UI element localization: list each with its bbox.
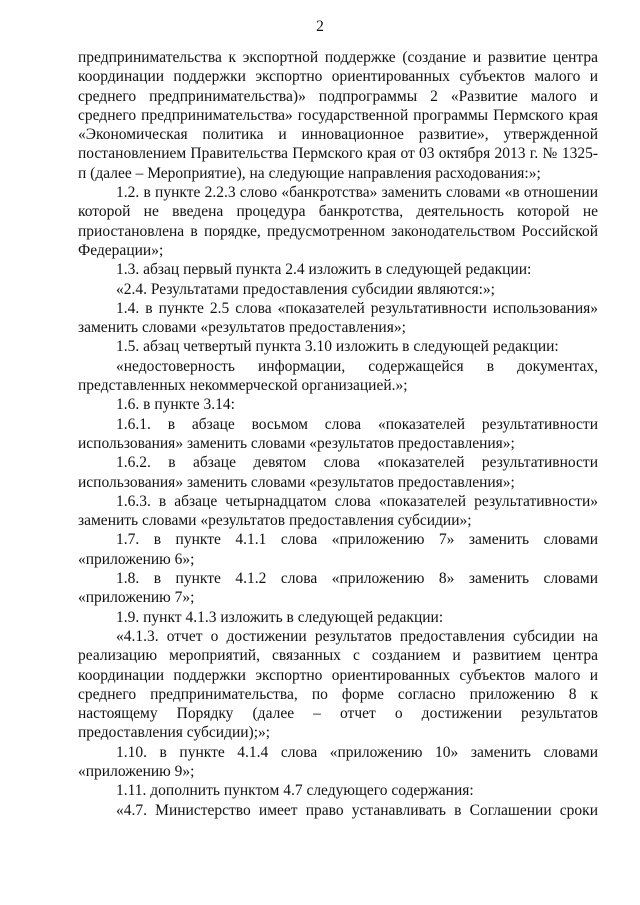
paragraph-quote-4-7: «4.7. Министерство имеет право устанавливать в Соглашении сроки xyxy=(116,801,598,819)
paragraph-1-3: 1.3. абзац первый пункта 2.4 изложить в следующей редакции: xyxy=(116,261,532,279)
paragraph-1-2: 1.2. в пункте 2.2.3 слово «банкротства» заменить словами «в отношении которой не введена процедура банкротства, деятельность которой не приостановлена в порядке, предусмотренном законодательством Российской Федерации»; xyxy=(78,184,598,259)
paragraph-1-6-3: 1.6.3. в абзаце четырнадцатом слова «показателей результативности» заменить словами «результатов предоставления субсидии»; xyxy=(78,492,598,530)
paragraph-1-6-2: 1.6.2. в абзаце девятом слова «показателей результативности использования» заменить словами «результатов предоставления»; xyxy=(78,454,598,491)
paragraph-1-6-1: 1.6.1. в абзаце восьмом слова «показателей результативности использования» заменить словами «результатов предоставления»; xyxy=(78,415,598,452)
paragraph-1-4: 1.4. в пункте 2.5 слова «показателей результативности использования» заменить словами «результатов предоставления»; xyxy=(78,299,598,337)
paragraph-quote-nedostovernost: «недостоверность информации, содержащейся в документах, представленных некоммерческой организацией.»; xyxy=(78,357,598,395)
paragraph-1-11: 1.11. дополнить пунктом 4.7 следующего содержания: xyxy=(116,782,474,800)
paragraph-1-7: 1.7. в пункте 4.1.1 слова «приложению 7» заменить словами «приложению 6»; xyxy=(78,531,598,568)
paragraph-quote-2-4: «2.4. Результатами предоставления субсидии являются:»; xyxy=(116,280,495,298)
paragraph-1-10: 1.10. в пункте 4.1.4 слова «приложению 10» заменить словами «приложению 9»; xyxy=(78,743,598,780)
page-number: 2 xyxy=(316,18,324,35)
paragraph-1-8: 1.8. в пункте 4.1.2 слова «приложению 8» заменить словами «приложению 7»; xyxy=(78,570,598,607)
paragraph-1-5: 1.5. абзац четвертый пункта 3.10 изложить в следующей редакции: xyxy=(116,338,559,356)
paragraph-continuation: предпринимательства к экспортной поддержке (создание и развитие центра координации поддержки экспортно ориентированных субъектов малого и среднего предпринимательства)» подпрограммы 2 «Развитие малого и среднего предпринимательства» государственной программы Пермского края «Экономическая политика и инновационное развитие», утвержденной постановлением Правительства Пермского края от 03 октября 2013 г. № 1325-п (далее – Мероприятие), на следующие направления расходования:»; xyxy=(78,49,598,182)
paragraph-1-9: 1.9. пункт 4.1.3 изложить в следующей редакции: xyxy=(116,608,444,626)
document-body xyxy=(78,48,598,820)
paragraph-quote-4-1-3: «4.1.3. отчет о достижении результатов предоставления субсидии на реализацию мероприятий, связанных с созданием и развитием центра координации поддержки экспортно ориентированных субъектов малого и среднего предпринимательства, по форме согласно приложению 8 к настоящему Порядку (далее – отчет о достижении результатов предоставления субсидии);»; xyxy=(78,627,598,742)
paragraph-1-6: 1.6. в пункте 3.14: xyxy=(116,396,235,414)
